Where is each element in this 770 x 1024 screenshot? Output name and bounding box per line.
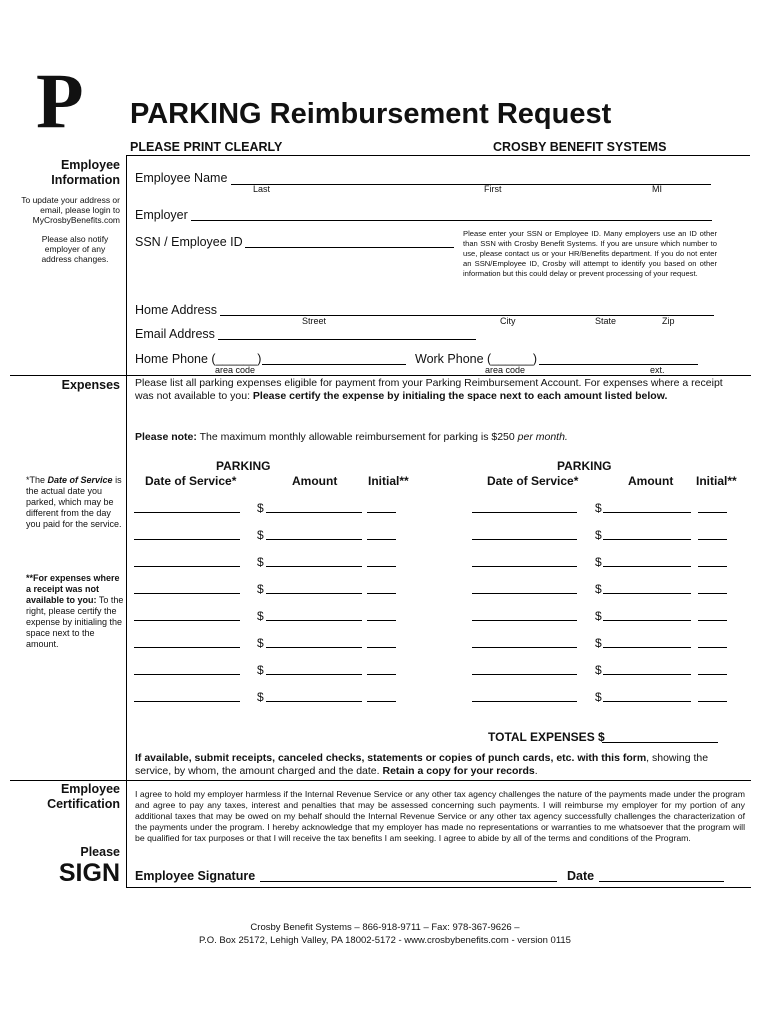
amount-field[interactable] <box>603 701 691 702</box>
initial-field[interactable] <box>367 620 396 621</box>
submit-note-text: , showing the service, by whom, the amount charged and the date. <box>135 752 709 777</box>
initial-field[interactable] <box>367 701 396 702</box>
amount-field[interactable] <box>266 539 362 540</box>
dollar-sign: $ <box>595 528 602 542</box>
submit-note-end: . <box>534 765 538 777</box>
initial-field[interactable] <box>367 566 396 567</box>
side-note1-emphasis: Date of Service <box>47 475 113 485</box>
employee-name-field[interactable] <box>231 184 711 185</box>
amount-field[interactable] <box>603 647 691 648</box>
dollar-sign: $ <box>595 501 602 515</box>
expenses-intro-text: Please list all parking expenses eligible for payment from your Parking Reimbursement Account. For expenses where a receipt was not available to you: <box>135 377 723 402</box>
email-label: Email Address <box>135 327 215 341</box>
signature-field[interactable] <box>260 881 557 882</box>
no-receipt-note <box>26 573 124 650</box>
side-note1-prefix: *The <box>26 475 46 485</box>
submit-receipts-note <box>135 752 740 778</box>
initial-field[interactable] <box>367 512 396 513</box>
date-of-service-field[interactable] <box>134 512 240 513</box>
certification-text: I agree to hold my employer harmless if the Internal Revenue Service or any other tax agency challenges the nature of the payments made under the program and agree to pay any taxes, interest and penalties that may be assessed concerning such payments. I will reimburse my employer for my portion of any additional taxes that may be owed on my behalf should the Internal Revenue Service or any other tax agency successfully challenges the characterization of the payments under the program. I hereby acknowledge that my employer has made no representations or warranties to me whatsoever that the program will be qualified for tax purposes or that I will receive the tax benefits I am seeking. I agree to abide by all of the terms and conditions of the Program. <box>135 789 745 843</box>
first-name-caption: First <box>484 184 502 194</box>
expenses-section-label: Expenses <box>61 378 120 392</box>
date-of-service-field[interactable] <box>472 647 577 648</box>
parking-group-title-right: PARKING <box>557 459 612 473</box>
dollar-sign: $ <box>257 501 264 515</box>
employee-info-section-label: Employee Information <box>51 158 120 187</box>
home-area-code-caption: area code <box>215 365 256 375</box>
email-field[interactable] <box>218 339 476 340</box>
city-caption: City <box>500 316 516 326</box>
date-of-service-field[interactable] <box>472 674 577 675</box>
initial-field[interactable] <box>367 674 396 675</box>
note-italic: per month. <box>517 431 568 443</box>
update-address-note: To update your address or email, please login to MyCrosbyBenefits.com <box>21 195 120 225</box>
initial-field[interactable] <box>367 647 396 648</box>
employer-label: Employer <box>135 208 188 222</box>
work-phone-field[interactable] <box>539 364 698 365</box>
date-of-service-field[interactable] <box>134 593 240 594</box>
max-reimbursement-note <box>135 431 740 444</box>
header-rule <box>126 155 750 156</box>
date-field[interactable] <box>599 881 724 882</box>
initial-field[interactable] <box>698 647 727 648</box>
amount-field[interactable] <box>603 566 691 567</box>
amount-field[interactable] <box>266 566 362 567</box>
date-of-service-field[interactable] <box>472 701 577 702</box>
dollar-sign: $ <box>595 663 602 677</box>
amount-field[interactable] <box>266 647 362 648</box>
ssn-label: SSN / Employee ID <box>135 235 243 249</box>
employer-field[interactable] <box>191 220 712 221</box>
date-of-service-field[interactable] <box>134 647 240 648</box>
initial-field[interactable] <box>698 593 727 594</box>
submit-note-bold: If available, submit receipts, canceled checks, statements or copies of punch cards, etc. with this form <box>135 752 647 764</box>
certification-bottom-rule <box>126 887 751 888</box>
dollar-sign: $ <box>257 528 264 542</box>
expenses-bottom-rule <box>10 780 751 781</box>
middle-initial-caption: MI <box>652 184 662 194</box>
company-name: CROSBY BENEFIT SYSTEMS <box>493 140 667 154</box>
footer-line1: Crosby Benefit Systems – 866-918-9711 – Fax: 978-367-9626 – <box>250 922 520 933</box>
dollar-sign: $ <box>257 555 264 569</box>
date-of-service-header-right: Date of Service* <box>487 474 579 488</box>
extension-caption: ext. <box>650 365 665 375</box>
employee-info-bottom-rule <box>10 375 751 376</box>
home-phone-field[interactable] <box>262 364 406 365</box>
date-of-service-field[interactable] <box>472 593 577 594</box>
state-caption: State <box>595 316 617 326</box>
amount-field[interactable] <box>266 593 362 594</box>
please-label: Please <box>80 845 120 859</box>
note-text: The maximum monthly allowable reimbursement for parking is $250 <box>199 431 515 443</box>
dollar-sign: $ <box>257 609 264 623</box>
amount-header-left: Amount <box>292 474 338 488</box>
certification-section-label: Employee Certification <box>47 782 120 811</box>
form-letter-logo: P <box>36 57 84 144</box>
amount-field[interactable] <box>603 512 691 513</box>
dollar-sign: $ <box>257 690 264 704</box>
amount-field[interactable] <box>266 620 362 621</box>
dollar-sign: $ <box>257 636 264 650</box>
dollar-sign: $ <box>595 609 602 623</box>
expenses-intro <box>135 377 740 403</box>
date-of-service-field[interactable] <box>134 566 240 567</box>
initial-field[interactable] <box>698 701 727 702</box>
dollar-sign: $ <box>595 555 602 569</box>
dollar-sign: $ <box>257 663 264 677</box>
initial-field[interactable] <box>698 674 727 675</box>
date-of-service-field[interactable] <box>134 674 240 675</box>
amount-field[interactable] <box>266 701 362 702</box>
initial-field[interactable] <box>367 539 396 540</box>
date-of-service-field[interactable] <box>472 566 577 567</box>
employee-name-label: Employee Name <box>135 171 228 185</box>
amount-field[interactable] <box>266 512 362 513</box>
side-note2-text: To the right, please certify the expense by initialing the space next to the amount. <box>26 595 124 649</box>
total-expenses-label: TOTAL EXPENSES $ <box>488 730 605 744</box>
initial-header-right: Initial** <box>696 474 737 488</box>
home-address-label: Home Address <box>135 303 217 317</box>
sign-label: SIGN <box>58 859 120 887</box>
amount-header-right: Amount <box>628 474 674 488</box>
print-clearly-label: PLEASE PRINT CLEARLY <box>130 140 283 154</box>
page-title: PARKING Reimbursement Request <box>130 98 612 130</box>
home-phone-label: Home Phone (______) <box>135 352 262 366</box>
date-of-service-header-left: Date of Service* <box>145 474 237 488</box>
initial-field[interactable] <box>698 566 727 567</box>
side-note1-text: is the actual date you parked, which may be different from the day you paid for the service. <box>26 475 122 529</box>
initial-field[interactable] <box>367 593 396 594</box>
date-of-service-field[interactable] <box>134 539 240 540</box>
notify-employer-note: Please also notify employer of any address changes. <box>41 234 109 264</box>
date-label: Date <box>567 869 595 883</box>
work-phone-label: Work Phone (______) <box>415 352 538 366</box>
dollar-sign: $ <box>595 582 602 596</box>
home-address-field[interactable] <box>220 315 714 316</box>
amount-field[interactable] <box>266 674 362 675</box>
dollar-sign: $ <box>257 582 264 596</box>
initial-field[interactable] <box>698 512 727 513</box>
amount-field[interactable] <box>603 674 691 675</box>
amount-field[interactable] <box>603 539 691 540</box>
note-label: Please note: <box>135 431 197 443</box>
date-of-service-field[interactable] <box>472 539 577 540</box>
dollar-sign: $ <box>595 636 602 650</box>
section-divider <box>126 155 127 887</box>
initial-field[interactable] <box>698 539 727 540</box>
date-of-service-field[interactable] <box>134 701 240 702</box>
last-name-caption: Last <box>253 184 271 194</box>
date-of-service-field[interactable] <box>134 620 240 621</box>
date-of-service-field[interactable] <box>472 512 577 513</box>
dollar-sign: $ <box>595 690 602 704</box>
amount-field[interactable] <box>603 620 691 621</box>
parking-group-title-left: PARKING <box>216 459 271 473</box>
amount-field[interactable] <box>603 593 691 594</box>
footer-line2: P.O. Box 25172, Lehigh Valley, PA 18002-5172 - www.crosbybenefits.com - version 0115 <box>199 934 571 946</box>
date-of-service-note <box>26 475 122 530</box>
footer-contact <box>0 922 770 947</box>
zip-caption: Zip <box>662 316 675 326</box>
retain-copy-note: Retain a copy for your records <box>382 765 535 777</box>
signature-label: Employee Signature <box>135 869 256 883</box>
side-note2-bold: **For expenses where a receipt was not available to you: <box>26 573 120 605</box>
total-expenses-field[interactable] <box>602 742 718 743</box>
work-area-code-caption: area code <box>485 365 526 375</box>
expenses-intro-bold: Please certify the expense by initialing the space next to each amount listed below. <box>252 390 668 402</box>
initial-field[interactable] <box>698 620 727 621</box>
ssn-field[interactable] <box>245 247 454 248</box>
ssn-instructions: Please enter your SSN or Employee ID. Many employers use an ID other than SSN with Crosby Benefit Systems. If you are unsure which number to use, please contact us or your HR/Benefits department. If you do not enter an SSN/Employee ID, Crosby will attempt to identify you based on other information but this could delay or prevent processing of your request. <box>463 229 717 278</box>
date-of-service-field[interactable] <box>472 620 577 621</box>
initial-header-left: Initial** <box>368 474 409 488</box>
street-caption: Street <box>302 316 327 326</box>
